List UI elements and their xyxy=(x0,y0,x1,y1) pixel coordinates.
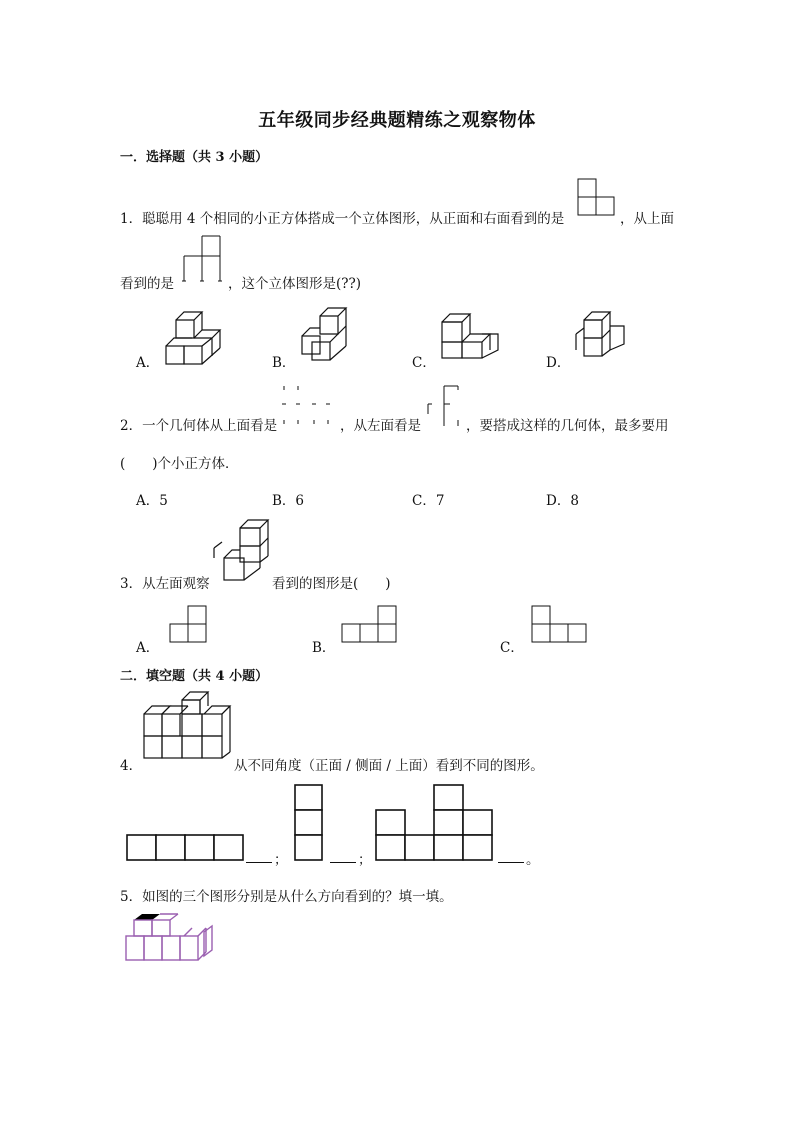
q4-number: 4． xyxy=(120,758,143,774)
q3-option-a-figure[interactable] xyxy=(170,606,210,646)
q1-option-d-cubes[interactable] xyxy=(570,310,626,362)
q5-solid-figure xyxy=(124,912,216,964)
q2-option-c[interactable]: C．7 xyxy=(412,493,445,509)
q3-option-c-label[interactable]: C． xyxy=(500,640,524,656)
q2-option-b[interactable]: B．6 xyxy=(272,493,305,509)
q3-option-b-label[interactable]: B． xyxy=(312,640,336,656)
q5-text: 5．如图的三个图形分别是从什么方向看到的？填一填。 xyxy=(120,889,453,905)
q3-solid-figure xyxy=(212,518,272,584)
q2-left-view-figure xyxy=(424,384,464,430)
q4-view-2-figure xyxy=(294,784,324,862)
q1-text-line1: 1．聪聪用 4 个相同的小正方体搭成一个立体图形，从正面和右面看到的是 xyxy=(120,211,565,227)
q4-view-3-figure xyxy=(375,784,495,862)
q4-text: 从不同角度（正面 / 侧面 / 上面）看到不同的图形。 xyxy=(234,758,544,774)
q3-text-a: 3．从左面观察 xyxy=(120,576,210,592)
q4-view-1-figure xyxy=(126,834,244,862)
q1-text-line2-start: 看到的是 xyxy=(120,276,174,292)
q4-blank-1[interactable] xyxy=(246,848,272,867)
q3-option-a-label[interactable]: A． xyxy=(136,640,160,656)
q1-option-c-cubes[interactable] xyxy=(440,314,502,362)
q1-text-line2-end: ，这个立体图形是(??) xyxy=(228,276,362,292)
q1-front-right-view-figure xyxy=(578,179,618,219)
q1-option-c-label[interactable]: C． xyxy=(412,355,436,371)
q4-blank-2[interactable] xyxy=(330,848,356,867)
q3-option-c-figure[interactable] xyxy=(532,606,590,646)
section-heading-choice: 一．选择题（共 3 小题） xyxy=(120,150,269,165)
q4-blank-3[interactable] xyxy=(498,848,524,867)
q2-text-line1-a: 2．一个几何体从上面看是 xyxy=(120,418,278,434)
q2-top-view-figure xyxy=(280,382,336,428)
q2-text-line1-b: ，从左面看是 xyxy=(340,418,421,434)
q1-option-d-label[interactable]: D． xyxy=(546,355,571,371)
q1-text-line1-end: ，从上面 xyxy=(620,211,674,227)
q2-text-line2: ( )个小正方体． xyxy=(120,456,239,472)
q1-option-a-label[interactable]: A． xyxy=(136,355,160,371)
q4-end-mark: 。 xyxy=(526,852,540,868)
q4-separator-1: ； xyxy=(274,852,288,868)
page-title: 五年级同步经典题精练之观察物体 xyxy=(258,110,536,131)
q4-separator-2: ； xyxy=(358,852,372,868)
q1-option-b-cubes[interactable] xyxy=(298,306,354,362)
q3-option-b-figure[interactable] xyxy=(342,606,400,646)
q1-top-view-figure xyxy=(180,236,224,286)
q3-text-b: 看到的图形是( ) xyxy=(272,576,391,592)
q2-option-d[interactable]: D．8 xyxy=(546,493,579,509)
q2-option-a[interactable]: A．5 xyxy=(136,493,168,509)
q4-solid-figure xyxy=(142,690,234,764)
q1-option-b-label[interactable]: B． xyxy=(272,355,296,371)
section-heading-fill: 二．填空题（共 4 小题） xyxy=(120,669,269,684)
q2-text-line1-c: ，要搭成这样的几何体，最多要用 xyxy=(466,418,669,434)
q1-option-a-cubes[interactable] xyxy=(164,308,226,360)
